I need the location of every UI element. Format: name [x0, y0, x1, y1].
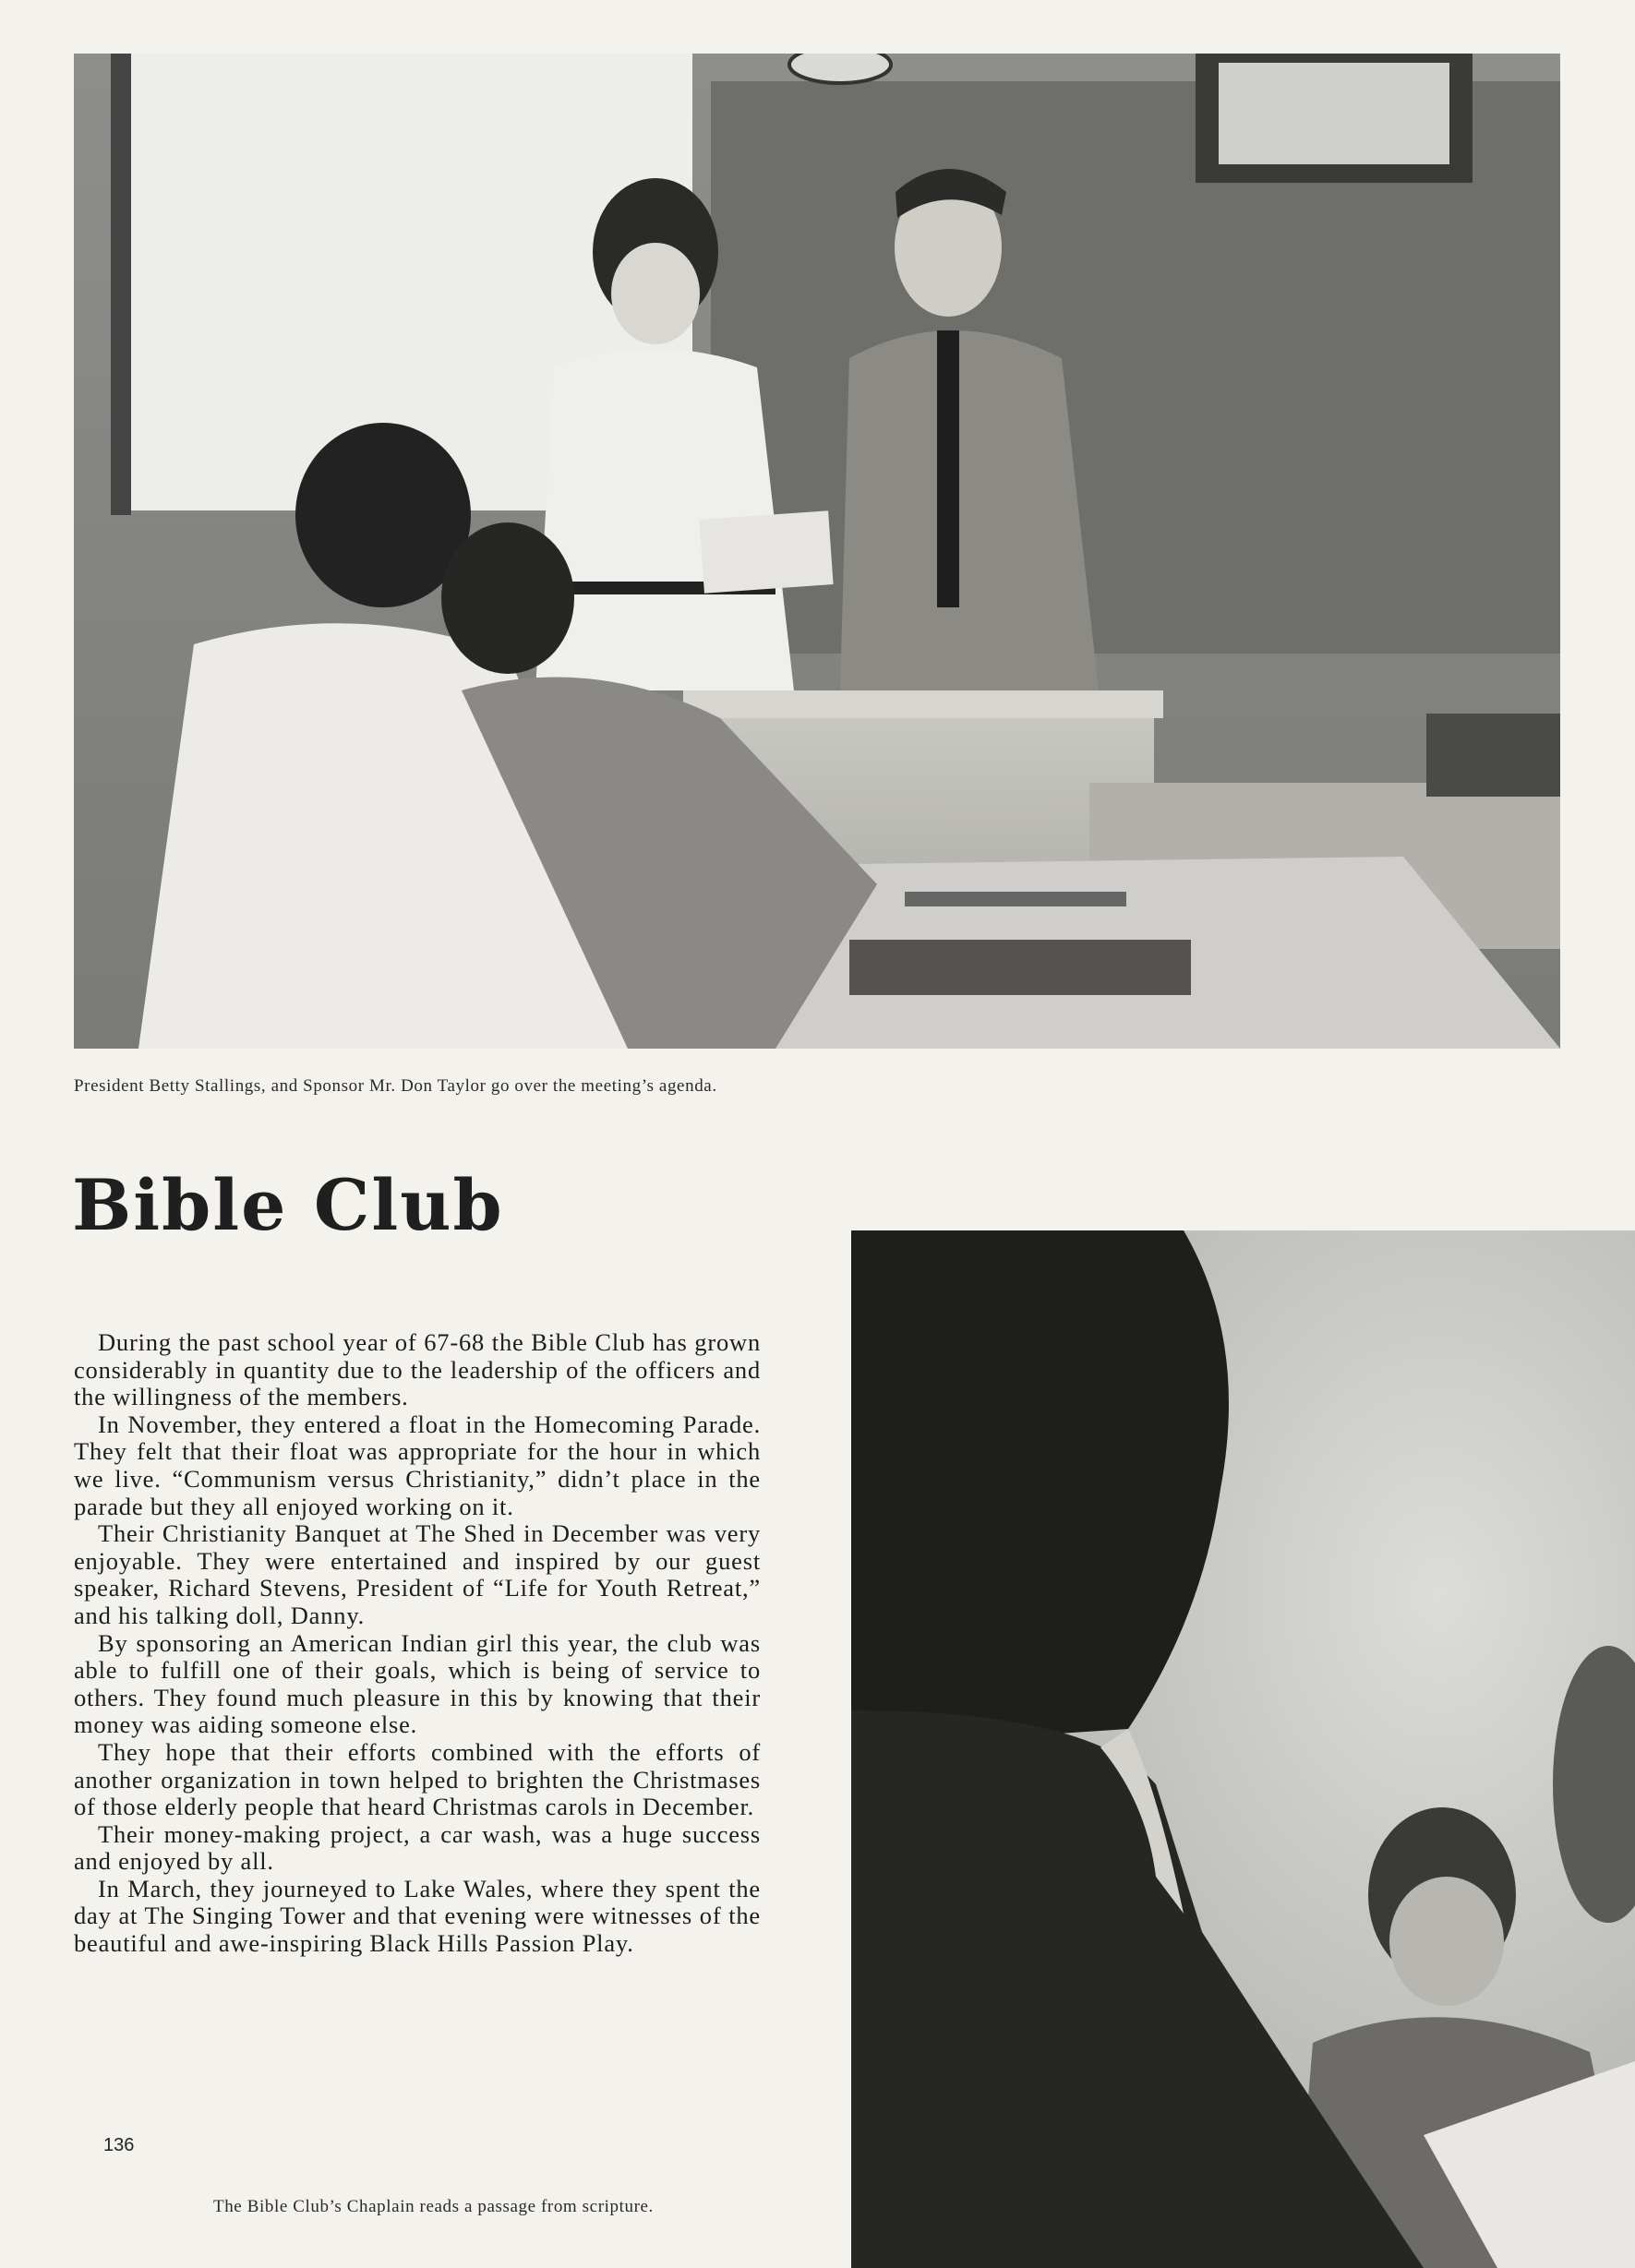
- article-paragraph: In November, they entered a float in the Homecoming Parade. They felt that their float was appropriate for the hour in which we live. “Communism versus Christianity,” didn’t place in the parade but they all enjoyed working on it.: [74, 1410, 761, 1520]
- top-photo-caption: President Betty Stallings, and Sponsor Mr. Don Taylor go over the meeting’s agenda.: [74, 1076, 717, 1096]
- article-paragraph: During the past school year of 67-68 the Bible Club has grown considerably in quantity due to the leadership of the officers and the willingness of the members.: [74, 1328, 761, 1411]
- article-paragraph: They hope that their efforts combined with the efforts of another organization in town helped to brighten the Christmases of those elderly people that heard Christmas carols in December.: [74, 1737, 761, 1821]
- chaplain-reading-photo: [851, 1230, 1635, 2268]
- article-paragraph: By sponsoring an American Indian girl this year, the club was able to fulfill one of their goals, which is being of service to others. They found much pleasure in this by knowing that their money was aiding someone else.: [74, 1628, 761, 1739]
- article-body: [74, 1329, 761, 1958]
- bottom-photo-caption: The Bible Club’s Chaplain reads a passage from scripture.: [213, 2197, 654, 2216]
- article-paragraph: Their Christianity Banquet at The Shed in December was very enjoyable. They were entertained and inspired by our guest speaker, Richard Stevens, President of “Life for Youth Retreat,” and his talking doll, Danny.: [74, 1519, 761, 1629]
- classroom-photo-illustration: [74, 54, 1560, 1049]
- classroom-meeting-photo: [74, 54, 1560, 1049]
- page-number: 136: [103, 2135, 135, 2155]
- article-paragraph: In March, they journeyed to Lake Wales, where they spent the day at The Singing Tower and that evening were witnesses of the beautiful and awe-inspiring Black Hills Passion Play.: [74, 1874, 761, 1958]
- article-paragraph: Their money-making project, a car wash, was a huge success and enjoyed by all.: [74, 1819, 761, 1876]
- page-title: Bible Club: [72, 1164, 504, 1246]
- chaplain-photo-illustration: [851, 1230, 1635, 2268]
